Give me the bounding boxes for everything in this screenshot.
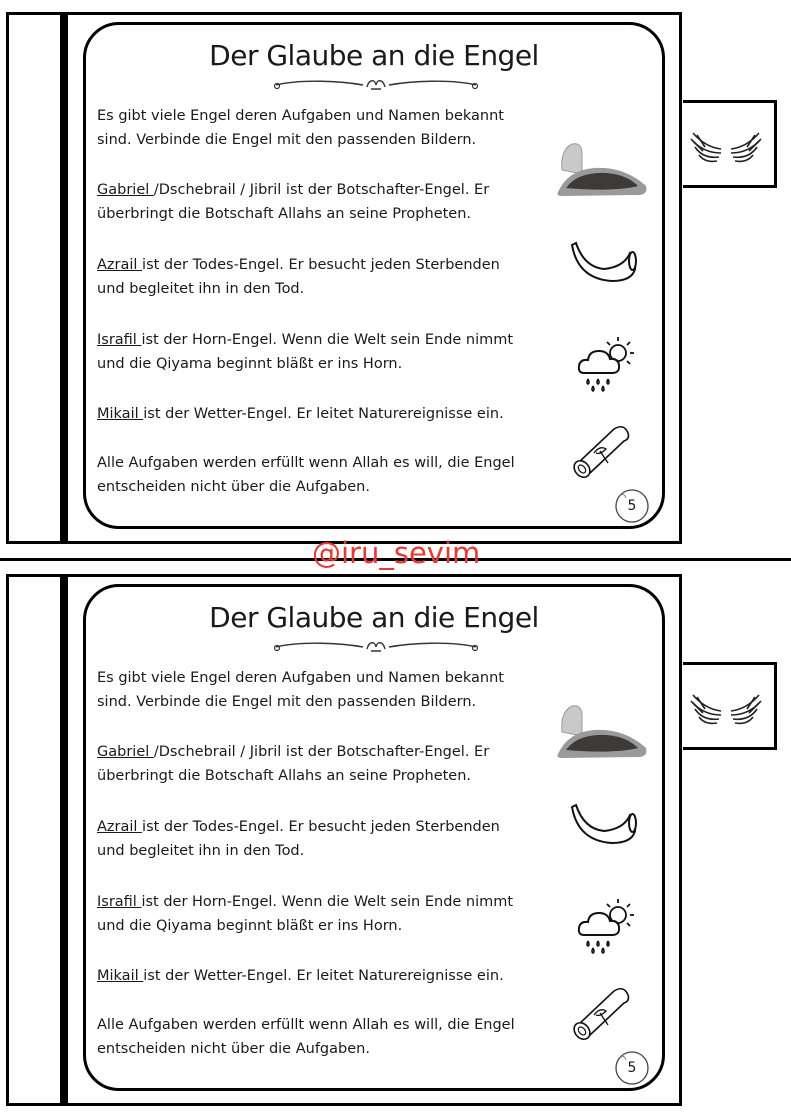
fold-spine xyxy=(60,12,68,544)
angel-text-azrail: ist der Todes-Engel. Er besucht jeden Sterbenden und begleitet ihn in den Tod. xyxy=(97,819,500,859)
angel-mikail xyxy=(97,402,527,426)
intro-text: Es gibt viele Engel deren Aufgaben und Namen bekannt sind. Verbinde die Engel mit den passenden Bildern. xyxy=(97,108,504,148)
side-tab xyxy=(683,100,777,188)
angel-text-mikail: ist der Wetter-Engel. Er leitet Naturereignisse ein. xyxy=(143,406,504,422)
angel-azrail xyxy=(97,815,517,863)
fold-spine xyxy=(60,574,68,1106)
angel-israfil xyxy=(97,890,527,938)
wings-icon xyxy=(683,103,769,185)
grave-icon xyxy=(554,702,650,760)
angel-name-israfil: Israfil xyxy=(97,894,142,910)
watermark-text: @iru_sevim xyxy=(312,536,481,570)
flourish-ornament-icon xyxy=(271,637,481,655)
angel-text-azrail: ist der Todes-Engel. Er besucht jeden Sterbenden und begleitet ihn in den Tod. xyxy=(97,257,500,297)
angel-text-israfil: ist der Horn-Engel. Wenn die Welt sein Ende nimmt und die Qiyama beginnt bläßt er ins Horn. xyxy=(97,894,514,934)
angel-gabriel xyxy=(97,178,517,226)
closing-text: Alle Aufgaben werden erfüllt wenn Allah es will, die Engel entscheiden nicht über die Aufgaben. xyxy=(97,1017,515,1057)
worksheet-card xyxy=(83,584,665,1091)
angel-name-mikail: Mikail xyxy=(97,968,144,984)
intro-text: Es gibt viele Engel deren Aufgaben und Namen bekannt sind. Verbinde die Engel mit den passenden Bildern. xyxy=(97,670,504,710)
angel-azrail xyxy=(97,253,517,301)
scroll-icon xyxy=(570,423,636,481)
angel-text-gabriel: /Dschebrail / Jibril ist der Botschafter-Engel. Er überbringt die Botschaft Allahs an seine Propheten. xyxy=(97,182,490,222)
worksheet-title: Der Glaube an die Engel xyxy=(209,39,539,72)
angel-text-mikail: ist der Wetter-Engel. Er leitet Naturereignisse ein. xyxy=(143,968,504,984)
page-number-badge xyxy=(614,1050,650,1086)
angel-name-azrail: Azrail xyxy=(97,257,143,273)
horn-icon xyxy=(568,801,640,849)
angel-name-gabriel: Gabriel xyxy=(97,182,154,198)
worksheet-card xyxy=(83,22,665,529)
page-number: 5 xyxy=(627,1060,637,1076)
worksheet-title: Der Glaube an die Engel xyxy=(209,601,539,634)
horn-icon xyxy=(568,239,640,287)
weather-icon xyxy=(576,333,638,395)
wings-icon xyxy=(683,665,769,747)
angel-gabriel xyxy=(97,740,517,788)
angel-name-mikail: Mikail xyxy=(97,406,144,422)
scroll-icon xyxy=(570,985,636,1043)
angel-mikail xyxy=(97,964,527,988)
grave-icon xyxy=(554,140,650,198)
worksheet-panel-bottom xyxy=(0,562,791,1107)
worksheet-panel-top xyxy=(0,0,791,545)
page-number: 5 xyxy=(627,498,637,514)
page-number-badge xyxy=(614,488,650,524)
flourish-ornament-icon xyxy=(271,75,481,93)
side-tab xyxy=(683,662,777,750)
angel-name-gabriel: Gabriel xyxy=(97,744,154,760)
angel-name-azrail: Azrail xyxy=(97,819,143,835)
closing-text: Alle Aufgaben werden erfüllt wenn Allah es will, die Engel entscheiden nicht über die Aufgaben. xyxy=(97,455,515,495)
angel-name-israfil: Israfil xyxy=(97,332,142,348)
angel-israfil xyxy=(97,328,527,376)
angel-text-israfil: ist der Horn-Engel. Wenn die Welt sein Ende nimmt und die Qiyama beginnt bläßt er ins Horn. xyxy=(97,332,514,372)
weather-icon xyxy=(576,895,638,957)
angel-text-gabriel: /Dschebrail / Jibril ist der Botschafter-Engel. Er überbringt die Botschaft Allahs an seine Propheten. xyxy=(97,744,490,784)
